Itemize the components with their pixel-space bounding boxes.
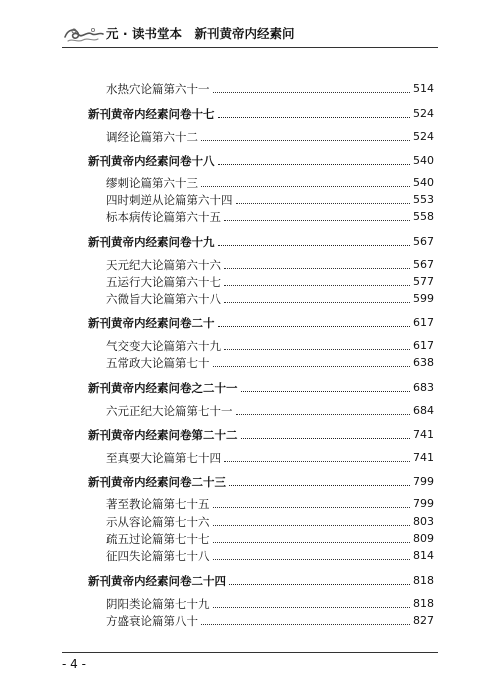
toc-entry-title: 新刊黄帝内经素问卷十七 [88,107,215,121]
toc-entry-page: 558 [413,210,434,223]
toc-entry-page: 827 [413,614,434,627]
toc-entry-title: 四时刺逆从论篇第六十四 [106,193,233,207]
toc-volume-entry [88,231,434,249]
toc-entry-title: 疏五过论篇第七十七 [106,532,210,546]
toc-entry-page: 524 [413,107,434,120]
toc-entry-page: 741 [413,451,434,464]
toc-entry-title: 新刊黄帝内经素问卷二十四 [88,574,226,588]
toc-entry-title: 至真要大论篇第七十四 [106,451,221,465]
toc-volume-entry [88,377,434,395]
header-title: 元 · 读书堂本 新刊黄帝内经素问 [106,26,295,41]
dot-leader [201,140,410,141]
toc-entry-title: 六微旨大论篇第六十八 [106,292,221,306]
dot-leader [218,164,411,165]
toc-entry-page: 577 [413,275,434,288]
dot-leader [213,507,411,508]
toc-entry-page: 553 [413,193,434,206]
toc-chapter-entry [106,400,434,418]
toc-chapter-entry [106,593,434,611]
dot-leader [224,220,410,221]
dot-leader [213,542,411,543]
dot-leader [213,559,411,560]
dot-leader [241,391,411,392]
dot-leader [213,366,411,367]
dot-leader [218,117,411,118]
toc-entry-page: 814 [413,549,434,562]
toc-chapter-entry [106,189,434,207]
dot-leader [224,302,410,303]
dot-leader [224,268,410,269]
table-of-contents [88,0,434,696]
toc-chapter-entry [106,172,434,190]
toc-entry-title: 征四失论篇第七十八 [106,549,210,563]
toc-entry-title: 阴阳类论篇第七十九 [106,597,210,611]
toc-entry-page: 540 [413,176,434,189]
toc-chapter-entry [106,78,434,96]
dot-leader [229,584,410,585]
toc-chapter-entry [106,447,434,465]
dot-leader [224,461,410,462]
toc-entry-title: 气交变大论篇第六十九 [106,339,221,353]
toc-entry-page: 638 [413,356,434,369]
toc-entry-title: 天元纪大论篇第六十六 [106,258,221,272]
dot-leader [201,186,410,187]
toc-entry-page: 514 [413,82,434,95]
toc-entry-page: 683 [413,381,434,394]
toc-entry-title: 新刊黄帝内经素问卷十九 [88,235,215,249]
toc-chapter-entry [106,511,434,529]
toc-chapter-entry [106,288,434,306]
toc-volume-entry [88,570,434,588]
toc-entry-title: 标本病传论篇第六十五 [106,210,221,224]
toc-volume-entry [88,424,434,442]
dot-leader [224,349,410,350]
toc-entry-title: 六元正纪大论篇第七十一 [106,404,233,418]
toc-entry-page: 540 [413,154,434,167]
dot-leader [229,485,410,486]
toc-entry-title: 示从容论篇第七十六 [106,515,210,529]
toc-volume-entry [88,312,434,330]
toc-entry-title: 著至教论篇第七十五 [106,497,210,511]
toc-entry-page: 567 [413,258,434,271]
toc-entry-title: 新刊黄帝内经素问卷二十 [88,316,215,330]
toc-entry-page: 799 [413,475,434,488]
toc-chapter-entry [106,271,434,289]
dot-leader [236,203,411,204]
dot-leader [241,438,411,439]
toc-entry-title: 缪刺论篇第六十三 [106,176,198,190]
dot-leader [213,525,411,526]
toc-entry-page: 799 [413,497,434,510]
toc-entry-page: 803 [413,515,434,528]
dot-leader [201,624,410,625]
footer-divider [62,652,438,653]
toc-chapter-entry [106,335,434,353]
page-number: - 4 - [62,657,86,671]
toc-entry-title: 水热穴论篇第六十一 [106,82,210,96]
dot-leader [236,414,411,415]
toc-entry-page: 567 [413,235,434,248]
toc-entry-page: 818 [413,574,434,587]
toc-volume-entry [88,471,434,489]
toc-volume-entry [88,150,434,168]
toc-chapter-entry [106,254,434,272]
toc-entry-page: 617 [413,339,434,352]
dot-leader [213,607,411,608]
toc-entry-title: 五运行大论篇第六十七 [106,275,221,289]
toc-entry-title: 新刊黄帝内经素问卷二十三 [88,475,226,489]
toc-chapter-entry [106,528,434,546]
toc-chapter-entry [106,206,434,224]
toc-chapter-entry [106,493,434,511]
toc-entry-title: 方盛衰论篇第八十 [106,614,198,628]
toc-entry-page: 599 [413,292,434,305]
toc-entry-title: 调经论篇第六十二 [106,130,198,144]
toc-entry-title: 新刊黄帝内经素问卷之二十一 [88,381,238,395]
toc-entry-title: 五常政大论篇第七十 [106,356,210,370]
toc-chapter-entry [106,545,434,563]
toc-entry-page: 741 [413,428,434,441]
toc-volume-entry [88,103,434,121]
toc-entry-page: 809 [413,532,434,545]
dot-leader [224,285,410,286]
toc-entry-page: 617 [413,316,434,329]
toc-chapter-entry [106,352,434,370]
toc-entry-page: 818 [413,597,434,610]
toc-entry-title: 新刊黄帝内经素问卷第二十二 [88,428,238,442]
toc-entry-page: 524 [413,130,434,143]
dot-leader [218,326,411,327]
toc-entry-page: 684 [413,404,434,417]
dot-leader [218,245,411,246]
toc-entry-title: 新刊黄帝内经素问卷十八 [88,154,215,168]
dot-leader [213,92,411,93]
toc-chapter-entry [106,126,434,144]
toc-chapter-entry [106,610,434,628]
